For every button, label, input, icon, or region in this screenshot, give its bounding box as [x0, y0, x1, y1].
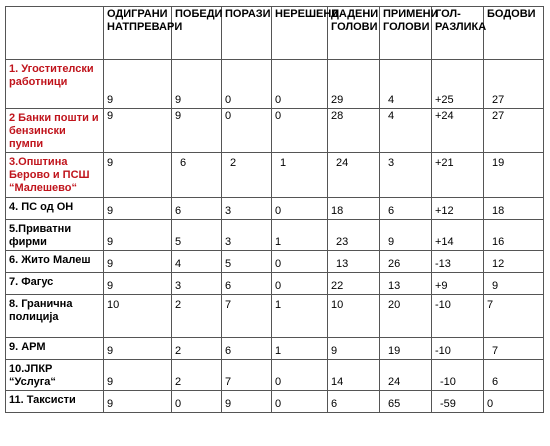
table-row [6, 295, 544, 338]
played-cell: 10 [104, 295, 172, 338]
table-row [6, 220, 544, 251]
table-row [6, 109, 544, 153]
wins-cell: 6 [172, 153, 222, 198]
draws-cell: 0 [272, 109, 328, 153]
points-cell: 27 [484, 109, 544, 153]
table-row [6, 60, 544, 109]
goal-difference-cell: -10 [432, 360, 484, 391]
header-goal-difference: ГОЛ-РАЗЛИКА [432, 7, 484, 60]
wins-cell: 2 [172, 295, 222, 338]
wins-cell: 3 [172, 273, 222, 295]
team-name: 8. Гранична полиција [6, 295, 104, 338]
header-draws: НЕРЕШЕНИ [272, 7, 328, 60]
draws-cell: 1 [272, 338, 328, 360]
wins-cell: 9 [172, 109, 222, 153]
team-name: 7. Фагус [6, 273, 104, 295]
goals-for-cell: 6 [328, 391, 380, 413]
team-name: 9. АРМ [6, 338, 104, 360]
goal-difference-cell: +25 [432, 60, 484, 109]
goals-against-cell: 65 [380, 391, 432, 413]
losses-cell: 6 [222, 338, 272, 360]
goals-for-cell: 29 [328, 60, 380, 109]
header-wins: ПОБЕДИ [172, 7, 222, 60]
wins-cell: 2 [172, 338, 222, 360]
played-cell: 9 [104, 153, 172, 198]
played-cell: 9 [104, 251, 172, 273]
wins-cell: 6 [172, 198, 222, 220]
losses-cell: 7 [222, 295, 272, 338]
table-row [6, 338, 544, 360]
goals-against-cell: 20 [380, 295, 432, 338]
goal-difference-cell: +12 [432, 198, 484, 220]
table-row [6, 391, 544, 413]
header-played: ОДИГРАНИ НАТПРЕВАРИ [104, 7, 172, 60]
goal-difference-cell: +24 [432, 109, 484, 153]
goals-for-cell: 22 [328, 273, 380, 295]
header-goals-for: ДАДЕНИ ГОЛОВИ [328, 7, 380, 60]
goals-for-cell: 28 [328, 109, 380, 153]
draws-cell: 1 [272, 153, 328, 198]
goal-difference-cell: +9 [432, 273, 484, 295]
draws-cell: 0 [272, 360, 328, 391]
goal-difference-cell: +21 [432, 153, 484, 198]
points-cell: 18 [484, 198, 544, 220]
header-goals-against: ПРИМЕНИ ГОЛОВИ [380, 7, 432, 60]
team-name: 2 Банки пошти и бензински пумпи [6, 109, 104, 153]
goals-against-cell: 24 [380, 360, 432, 391]
table-row [6, 198, 544, 220]
goal-difference-cell: -10 [432, 338, 484, 360]
losses-cell: 6 [222, 273, 272, 295]
goals-against-cell: 4 [380, 109, 432, 153]
team-name: 1. Угостителски работници [6, 60, 104, 109]
goals-against-cell: 13 [380, 273, 432, 295]
draws-cell: 0 [272, 60, 328, 109]
goals-for-cell: 18 [328, 198, 380, 220]
wins-cell: 4 [172, 251, 222, 273]
goals-for-cell: 13 [328, 251, 380, 273]
wins-cell: 9 [172, 60, 222, 109]
losses-cell: 2 [222, 153, 272, 198]
losses-cell: 5 [222, 251, 272, 273]
table-row [6, 251, 544, 273]
header-row [6, 7, 544, 60]
goals-for-cell: 24 [328, 153, 380, 198]
goals-for-cell: 10 [328, 295, 380, 338]
wins-cell: 5 [172, 220, 222, 251]
goals-for-cell: 9 [328, 338, 380, 360]
losses-cell: 0 [222, 109, 272, 153]
losses-cell: 3 [222, 198, 272, 220]
played-cell: 9 [104, 273, 172, 295]
table-row [6, 153, 544, 198]
points-cell: 7 [484, 295, 544, 338]
table-row [6, 273, 544, 295]
team-name: 10.ЈПКР “Услуга“ [6, 360, 104, 391]
draws-cell: 0 [272, 198, 328, 220]
draws-cell: 1 [272, 220, 328, 251]
points-cell: 27 [484, 60, 544, 109]
header-losses: ПОРАЗИ [222, 7, 272, 60]
played-cell: 9 [104, 109, 172, 153]
draws-cell: 0 [272, 273, 328, 295]
goal-difference-cell: -10 [432, 295, 484, 338]
points-cell: 6 [484, 360, 544, 391]
header-points: БОДОВИ [484, 7, 544, 60]
losses-cell: 0 [222, 60, 272, 109]
table-row [6, 360, 544, 391]
points-cell: 16 [484, 220, 544, 251]
standings-table [5, 6, 544, 413]
goal-difference-cell: -59 [432, 391, 484, 413]
losses-cell: 7 [222, 360, 272, 391]
played-cell: 9 [104, 360, 172, 391]
played-cell: 9 [104, 338, 172, 360]
draws-cell: 0 [272, 251, 328, 273]
header-team [6, 7, 104, 60]
wins-cell: 0 [172, 391, 222, 413]
played-cell: 9 [104, 198, 172, 220]
team-name: 6. Жито Малеш [6, 251, 104, 273]
draws-cell: 0 [272, 391, 328, 413]
goals-against-cell: 4 [380, 60, 432, 109]
goals-against-cell: 26 [380, 251, 432, 273]
team-name: 5.Приватни фирми [6, 220, 104, 251]
goal-difference-cell: +14 [432, 220, 484, 251]
goals-for-cell: 14 [328, 360, 380, 391]
played-cell: 9 [104, 391, 172, 413]
points-cell: 19 [484, 153, 544, 198]
goals-against-cell: 3 [380, 153, 432, 198]
wins-cell: 2 [172, 360, 222, 391]
goals-against-cell: 19 [380, 338, 432, 360]
team-name: 3.Општина Берово и ПСШ “Малешево“ [6, 153, 104, 198]
goals-against-cell: 6 [380, 198, 432, 220]
goal-difference-cell: -13 [432, 251, 484, 273]
points-cell: 9 [484, 273, 544, 295]
points-cell: 0 [484, 391, 544, 413]
played-cell: 9 [104, 60, 172, 109]
points-cell: 7 [484, 338, 544, 360]
played-cell: 9 [104, 220, 172, 251]
losses-cell: 9 [222, 391, 272, 413]
team-name: 11. Таксисти [6, 391, 104, 413]
losses-cell: 3 [222, 220, 272, 251]
goals-against-cell: 9 [380, 220, 432, 251]
goals-for-cell: 23 [328, 220, 380, 251]
points-cell: 12 [484, 251, 544, 273]
team-name: 4. ПС од ОН [6, 198, 104, 220]
draws-cell: 1 [272, 295, 328, 338]
